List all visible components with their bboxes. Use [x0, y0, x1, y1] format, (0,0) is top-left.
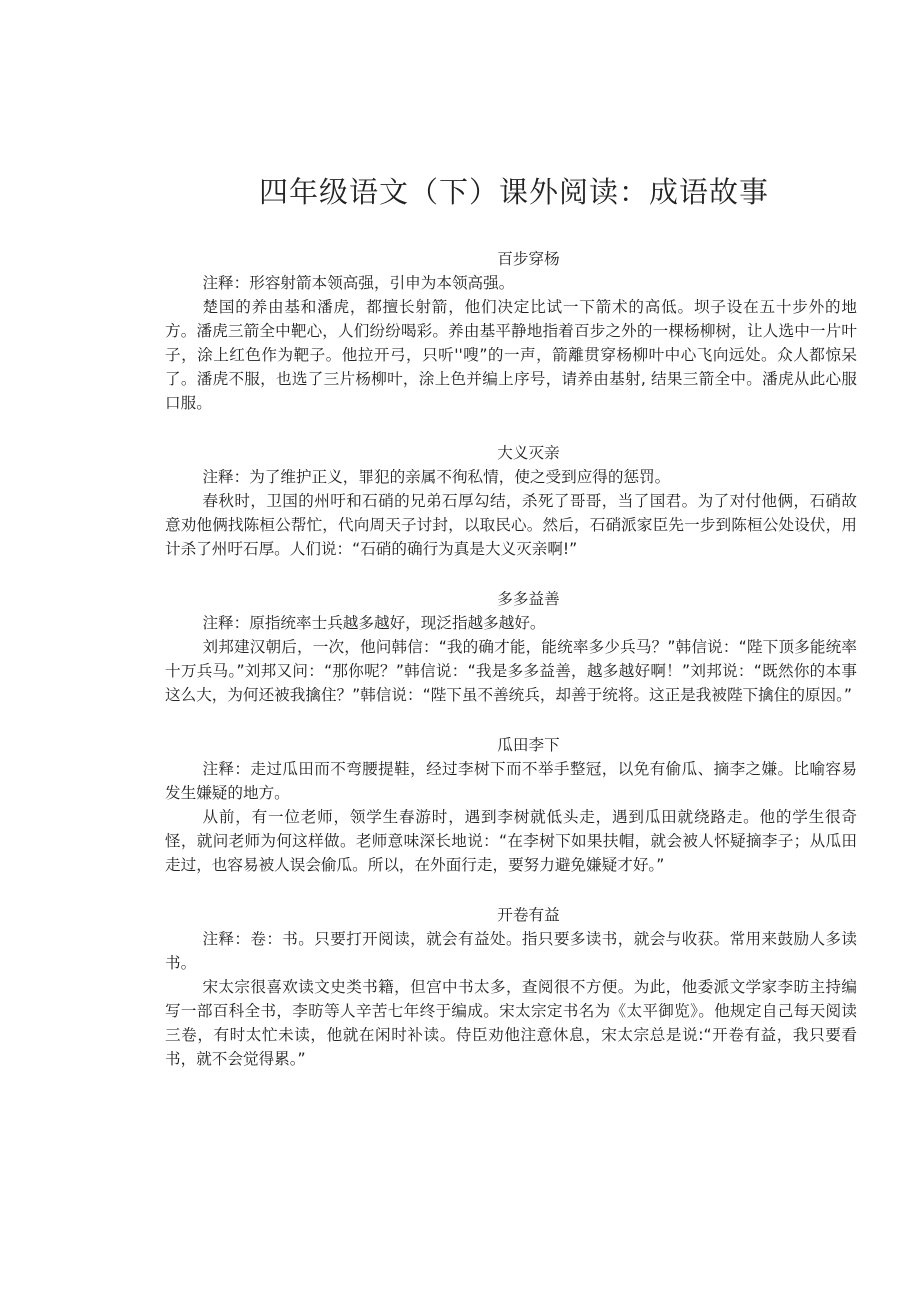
idiom-note: 注释：为了维护正义，罪犯的亲属不徇私情，使之受到应得的惩罚。 [202, 468, 671, 486]
idiom-heading: 瓜田李下 [497, 736, 560, 754]
idiom-note: 注释：走过瓜田而不弯腰提鞋，经过李树下而不举手整冠，以免有偷瓜、摘李之嫌。比喻容易发生嫌疑的地方。 [165, 760, 857, 802]
idiom-heading: 开卷有益 [497, 906, 560, 924]
idiom-story: 刘邦建汉朝后，一次，他问韩信：“我的确才能，能统率多少兵马？”韩信说：“陛下顶多能统率十万兵马。”刘邦又问：“那你呢？”韩信说：“我是多多益善，越多越好啊！”刘邦说：“既然你的本事这么大，为何还被我擒住？”韩信说：“陛下虽不善统兵，却善于统将。这正是我被陛下擒住的原因。” [165, 638, 857, 704]
idiom-note: 注释：形容射箭本领高强，引申为本领高强。 [202, 274, 515, 292]
idiom-heading: 大义灭亲 [497, 444, 560, 462]
idiom-story: 楚国的养由基和潘虎，都擅长射箭，他们决定比试一下箭术的高低。坝子设在五十步外的地方。潘虎三箭全中靶心，人们纷纷喝彩。养由基平静地指着百步之外的一棵杨柳树，让人选中一片叶子，涂上红色作为靶子。他拉开弓，只听''嗖”的一声，箭離贯穿杨柳叶中心飞向远处。众人都惊呆了。潘虎不服，也选了三片杨柳叶，涂上色并编上序号，请养由基射, 结果三箭全中。潘虎从此心服口服。 [165, 298, 857, 412]
idiom-story: 宋太宗很喜欢读文史类书籍，但宫中书太多，查阅很不方便。为此，他委派文学家李昉主持编写一部百科全书，李昉等人辛苦七年终于编成。宋太宗定书名为《太平御览》。他规定自己每天阅读三卷，有时太忙未读，他就在闲时补读。侍臣劝他注意休息，宋太宗总是说:“开卷有益，我只要看书，就不会觉得累。” [165, 978, 857, 1068]
document-body [165, 247, 857, 1071]
idiom-heading: 百步穿杨 [497, 250, 560, 268]
idiom-section-1 [165, 247, 857, 415]
idiom-story: 从前，有一位老师，领学生春游时，遇到李树就低头走，遇到瓜田就绕路走。他的学生很奇怪，就问老师为何这样做。老师意味深长地说：“在李树下如果扶帽，就会被人怀疑摘李子；从瓜田走过，也容易被人误会偷瓜。所以，在外面行走，要努力避免嫌疑才好。” [165, 808, 857, 874]
idiom-section-3 [165, 587, 857, 707]
idiom-note: 注释：卷：书。只要打开阅读，就会有益处。指只要多读书，就会与收获。常用来鼓励人多读书。 [165, 930, 857, 972]
idiom-section-4 [165, 733, 857, 877]
idiom-heading: 多多益善 [497, 590, 560, 608]
idiom-story: 春秋时，卫国的州吁和石硝的兄弟石厚勾结，杀死了哥哥，当了国君。为了对付他俩，石硝故意劝他俩找陈桓公帮忙，代向周天子讨封，以取民心。然后，石硝派家臣先一步到陈桓公处设伏，用计杀了州吁石厚。人们说：“石硝的确行为真是大义灭亲啊!” [165, 492, 857, 558]
idiom-note: 注释：原指统率士兵越多越好，现泛指越多越好。 [202, 614, 546, 632]
document-title: 四年级语文（下）课外阅读：成语故事 [258, 175, 769, 209]
idiom-section-5 [165, 903, 857, 1071]
idiom-section-2 [165, 441, 857, 561]
